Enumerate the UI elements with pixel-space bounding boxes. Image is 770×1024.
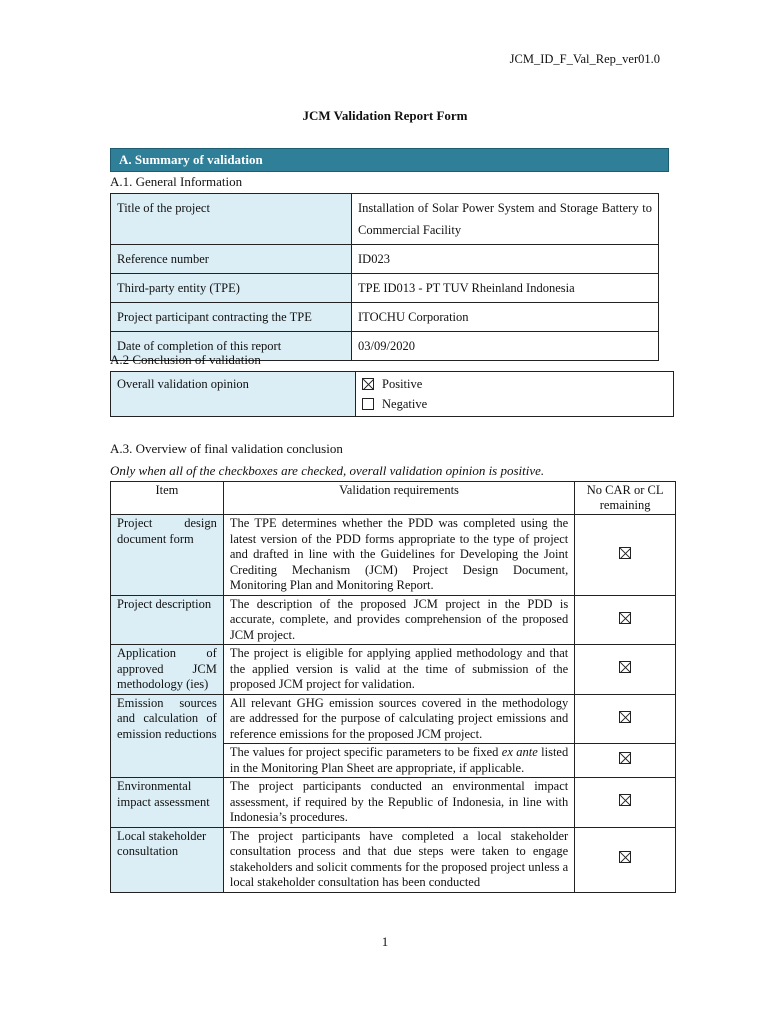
row-label: Project participant contracting the TPE: [111, 303, 352, 332]
option-positive[interactable]: [362, 374, 667, 394]
table-row: [111, 778, 676, 828]
table-row: [111, 303, 659, 332]
page-number: 1: [381, 934, 389, 949]
row-item: Emission sources and calculation of emission reductions: [111, 694, 224, 778]
row-label: Third-party entity (TPE): [111, 274, 352, 303]
general-info-table: [110, 193, 659, 361]
row-value: ITOCHU Corporation: [352, 303, 659, 332]
row-check: [575, 595, 676, 645]
table-row: [111, 194, 659, 245]
row-value: ID023: [352, 245, 659, 274]
row-check: [575, 744, 676, 778]
validation-overview-table: [110, 481, 676, 893]
table-row: [111, 515, 676, 596]
col-header-item: Item: [111, 482, 224, 515]
table-row: [111, 595, 676, 645]
checked-checkbox-icon[interactable]: [619, 752, 631, 764]
empty-checkbox-icon[interactable]: [362, 398, 374, 410]
table-row: [111, 694, 676, 744]
opinion-options: [356, 372, 674, 417]
row-item: Environmental impact assessment: [111, 778, 224, 828]
table-row: [111, 372, 674, 417]
row-check: [575, 645, 676, 695]
option-negative-label: Negative: [382, 397, 428, 411]
row-check: [575, 515, 676, 596]
a3-note: Only when all of the checkboxes are checked, overall validation opinion is positive.: [110, 463, 545, 478]
table-row: [111, 245, 659, 274]
row-requirement: The project participants conducted an environmental impact assessment, if required by the Republic of Indonesia, in line with Indonesia’s procedures.: [223, 778, 574, 828]
col-header-requirements: Validation requirements: [223, 482, 574, 515]
row-requirement: The project participants have completed a local stakeholder consultation process and that due steps were taken to engage stakeholders and solicit comments for the proposed project unless a local stakeholder consultation has been conducted: [223, 827, 574, 892]
checked-checkbox-icon[interactable]: [619, 794, 631, 806]
section-a-header: A. Summary of validation: [110, 148, 669, 172]
option-negative[interactable]: [362, 394, 667, 414]
row-label: Title of the project: [111, 194, 352, 245]
col-header-no-car: No CAR or CL remaining: [575, 482, 676, 515]
row-requirement: The TPE determines whether the PDD was completed using the latest version of the PDD forms appropriate to the type of project and drafted in line with the Guidelines for Developing the Joint Crediting Mechanism (JCM) Project Design Document, Monitoring Plan and Monitoring Report.: [223, 515, 574, 596]
table-row: [111, 274, 659, 303]
row-item: Application of approved JCM methodology (ies): [111, 645, 224, 695]
row-requirement: The description of the proposed JCM project in the PDD is accurate, complete, and provides comprehension of the proposed JCM project.: [223, 595, 574, 645]
row-item: Local stakeholder consultation: [111, 827, 224, 892]
checked-checkbox-icon[interactable]: [362, 378, 374, 390]
row-item: Project description: [111, 595, 224, 645]
row-check: [575, 827, 676, 892]
checked-checkbox-icon[interactable]: [619, 612, 631, 624]
a3-heading: A.3. Overview of final validation conclusion: [110, 441, 343, 456]
row-label: Reference number: [111, 245, 352, 274]
table-row: [111, 645, 676, 695]
row-check: [575, 778, 676, 828]
checked-checkbox-icon[interactable]: [619, 661, 631, 673]
checked-checkbox-icon[interactable]: [619, 547, 631, 559]
row-requirement: All relevant GHG emission sources covered in the methodology are addressed for the purpose of calculating project emissions and reference emissions for the proposed JCM project.: [223, 694, 574, 744]
option-positive-label: Positive: [382, 377, 423, 391]
page-title: JCM Validation Report Form: [302, 108, 468, 123]
row-value: TPE ID013 - PT TUV Rheinland Indonesia: [352, 274, 659, 303]
row-value: 03/09/2020: [352, 332, 659, 361]
a1-heading: A.1. General Information: [110, 174, 243, 189]
table-header-row: [111, 482, 676, 515]
validation-opinion-table: [110, 371, 674, 417]
opinion-label: Overall validation opinion: [111, 372, 356, 417]
table-row: [111, 827, 676, 892]
checked-checkbox-icon[interactable]: [619, 851, 631, 863]
a2-heading: A.2 Conclusion of validation: [110, 352, 261, 367]
checked-checkbox-icon[interactable]: [619, 711, 631, 723]
row-item: Project design document form: [111, 515, 224, 596]
row-requirement: The values for project specific parameters to be fixed ex ante listed in the Monitoring Plan Sheet are appropriate, if applicable.: [223, 744, 574, 778]
row-label: Date of completion of this report: [111, 332, 352, 361]
row-value: Installation of Solar Power System and Storage Battery to Commercial Facility: [352, 194, 659, 245]
document-id: JCM_ID_F_Val_Rep_ver01.0: [509, 52, 660, 66]
row-check: [575, 694, 676, 744]
row-requirement: The project is eligible for applying applied methodology and that the applied version is valid at the time of submission of the proposed JCM project for validation.: [223, 645, 574, 695]
